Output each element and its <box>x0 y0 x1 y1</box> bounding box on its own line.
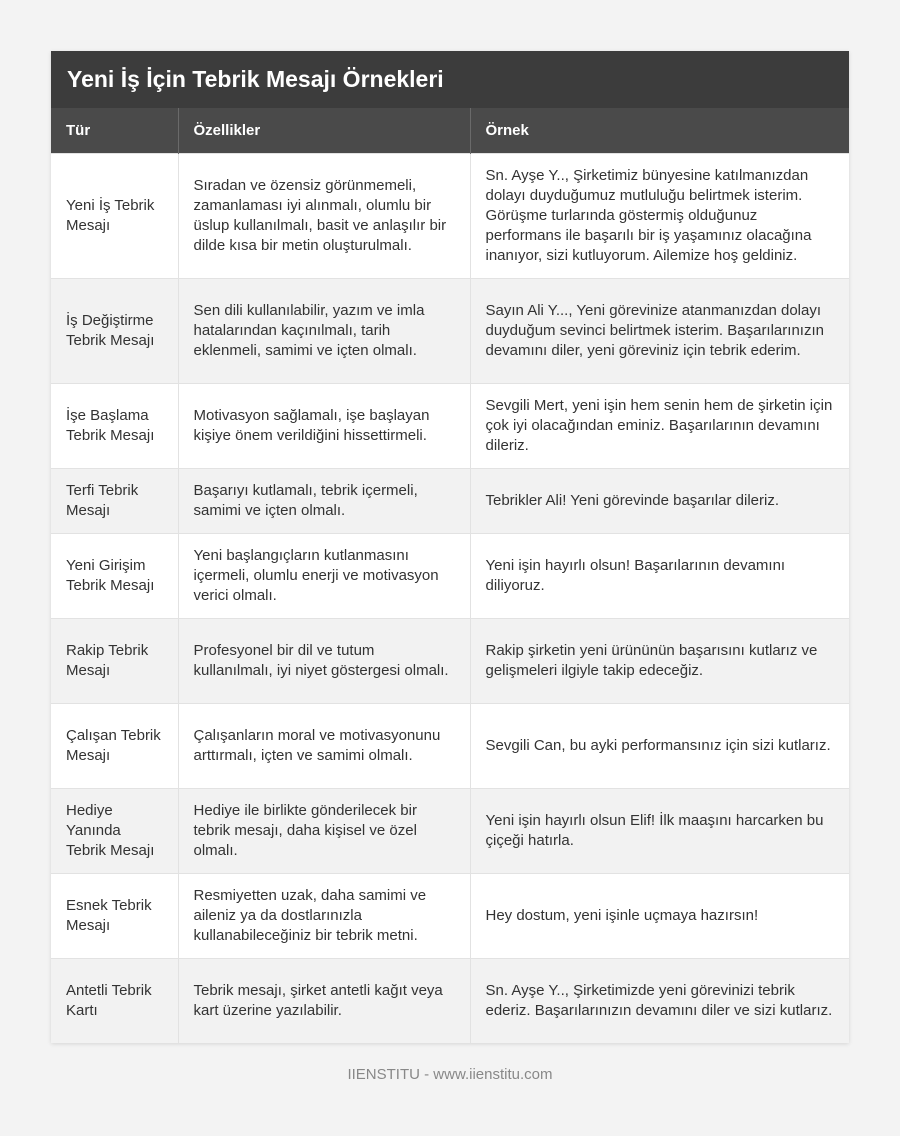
table-title: Yeni İş İçin Tebrik Mesajı Örnekleri <box>51 51 849 108</box>
table-row <box>51 873 849 958</box>
cell-features: Başarıyı kutlamalı, tebrik içermeli, samimi ve içten olmalı. <box>178 468 470 533</box>
cell-example: Sn. Ayşe Y.., Şirketimiz bünyesine katılmanızdan dolayı duyduğumuz mutluluğu belirtmek isterim. Görüşme turlarında göstermiş olduğunuz performans ile başarılı bir iş yaşamınız olacağına inanıyor, sizi kutluyorum. Ailemize hoş geldiniz. <box>470 153 849 278</box>
cell-example: Sevgili Can, bu ayki performansınız için sizi kutlarız. <box>470 703 849 788</box>
footer-credit: IIENSTITU - www.iienstitu.com <box>347 1066 553 1083</box>
cell-type: İşe Başlama Tebrik Mesajı <box>51 383 178 468</box>
cell-features: Resmiyetten uzak, daha samimi ve aileniz ya da dostlarınızla kullanabileceğiniz bir tebrik metni. <box>178 873 470 958</box>
cell-type: Hediye Yanında Tebrik Mesajı <box>51 788 178 873</box>
table-row <box>51 958 849 1043</box>
cell-example: Yeni işin hayırlı olsun Elif! İlk maaşını harcarken bu çiçeği hatırla. <box>470 788 849 873</box>
cell-features: Profesyonel bir dil ve tutum kullanılmalı, iyi niyet göstergesi olmalı. <box>178 618 470 703</box>
cell-type: Antetli Tebrik Kartı <box>51 958 178 1043</box>
cell-example: Sn. Ayşe Y.., Şirketimizde yeni görevinizi tebrik ederiz. Başarılarınızın devamını diler ve sizi kutlarız. <box>470 958 849 1043</box>
table-row <box>51 703 849 788</box>
column-header-type: Tür <box>51 108 178 153</box>
cell-example: Sevgili Mert, yeni işin hem senin hem de şirketin için çok iyi olacağından eminiz. Başarılarının devamını dileriz. <box>470 383 849 468</box>
cell-type: Çalışan Tebrik Mesajı <box>51 703 178 788</box>
cell-type: Yeni İş Tebrik Mesajı <box>51 153 178 278</box>
cell-type: Yeni Girişim Tebrik Mesajı <box>51 533 178 618</box>
cell-features: Tebrik mesajı, şirket antetli kağıt veya kart üzerine yazılabilir. <box>178 958 470 1043</box>
table-row <box>51 153 849 278</box>
cell-features: Motivasyon sağlamalı, işe başlayan kişiye önem verildiğini hissettirmeli. <box>178 383 470 468</box>
cell-features: Yeni başlangıçların kutlanmasını içermeli, olumlu enerji ve motivasyon verici olmalı. <box>178 533 470 618</box>
table-row <box>51 383 849 468</box>
messages-table <box>51 108 849 1043</box>
table-row <box>51 788 849 873</box>
cell-example: Yeni işin hayırlı olsun! Başarılarının devamını diliyoruz. <box>470 533 849 618</box>
table-row <box>51 618 849 703</box>
column-header-features: Özellikler <box>178 108 470 153</box>
cell-features: Hediye ile birlikte gönderilecek bir tebrik mesajı, daha kişisel ve özel olmalı. <box>178 788 470 873</box>
cell-features: Sen dili kullanılabilir, yazım ve imla hatalarından kaçınılmalı, tarih eklenmeli, samimi ve içten olmalı. <box>178 278 470 383</box>
column-header-example: Örnek <box>470 108 849 153</box>
cell-type: Rakip Tebrik Mesajı <box>51 618 178 703</box>
cell-type: Terfi Tebrik Mesajı <box>51 468 178 533</box>
cell-type: Esnek Tebrik Mesajı <box>51 873 178 958</box>
cell-example: Sayın Ali Y..., Yeni görevinize atanmanızdan dolayı duyduğum sevinci belirtmek isterim. Başarılarınızın devamını diler, yeni göreviniz için tebrik ederim. <box>470 278 849 383</box>
cell-features: Sıradan ve özensiz görünmemeli, zamanlaması iyi alınmalı, olumlu bir üslup kullanılmalı, basit ve anlaşılır bir dilde kısa bir metin oluşturulmalı. <box>178 153 470 278</box>
cell-example: Rakip şirketin yeni ürününün başarısını kutlarız ve gelişmeleri ilgiyle takip edeceğiz. <box>470 618 849 703</box>
table-row <box>51 533 849 618</box>
cell-features: Çalışanların moral ve motivasyonunu arttırmalı, içten ve samimi olmalı. <box>178 703 470 788</box>
table-row <box>51 278 849 383</box>
table-row <box>51 468 849 533</box>
table-header-row <box>51 108 849 153</box>
message-table-card <box>51 51 849 1043</box>
cell-example: Tebrikler Ali! Yeni görevinde başarılar dileriz. <box>470 468 849 533</box>
cell-example: Hey dostum, yeni işinle uçmaya hazırsın! <box>470 873 849 958</box>
cell-type: İş Değiştirme Tebrik Mesajı <box>51 278 178 383</box>
